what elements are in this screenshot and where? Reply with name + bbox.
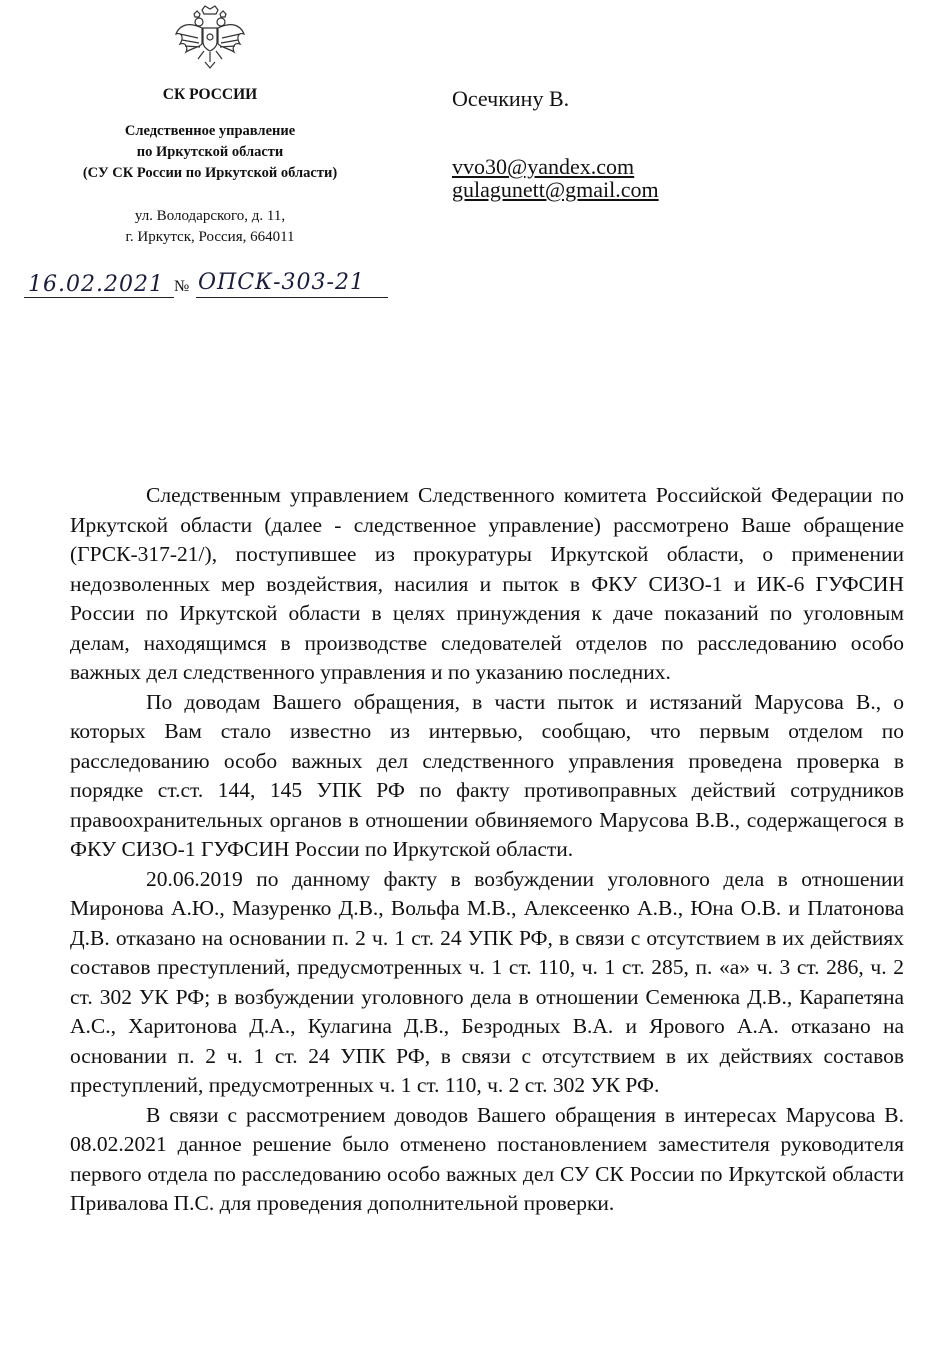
address-line: ул. Володарского, д. 11, xyxy=(134,208,286,224)
address-line: г. Иркутск, Россия, 664011 xyxy=(125,229,295,245)
body-paragraph: 20.06.2019 по данному факту в возбуждении уголовного дела в отношении Миронова А.Ю., Мазуренко Д.В., Вольфа М.В., Алексеенко А.В., Юна О.В. и Платонова Д.В. отказано на основании п. 2 ч. 1 ст. 24 УПК РФ, в связи с отсутствием в их действиях составов преступлений, предусмотренных ч. 1 ст. 110, ч. 1 ст. 285, п. «а» ч. 3 ст. 286, ч. 2 ст. 302 УК РФ; в возбуждении уголовного дела в отношении Семенюка Д.В., Карапетяна А.С., Харитонова Д.А., Кулагина Д.В., Безродных В.А. и Ярового А.А. отказано на основании п. 2 ч. 1 ст. 24 УПК РФ, в связи с отсутствием в их действиях составов преступлений, предусмотренных ч. 1 ст. 110, ч. 2 ст. 302 УК РФ. xyxy=(70,866,904,1097)
letter-body xyxy=(70,481,904,1219)
department-line: Следственное управление xyxy=(124,123,296,139)
department-line: по Иркутской области xyxy=(136,144,284,160)
department-name xyxy=(40,121,380,184)
department-line: (СУ СК России по Иркутской области) xyxy=(82,165,338,181)
addressee-email: vvo30@yandex.com xyxy=(452,154,635,179)
body-paragraph: Следственным управлением Следственного комитета Российской Федерации по Иркутской области (далее - следственное управление) рассмотрено Ваше обращение (ГРСК-317-21/), поступившее из прокуратуры Иркутской области, о применении недозволенных мер воздействия, насилия и пыток в ФКУ СИЗО-1 и ИК-6 ГУФСИН России по Иркутской области в целях принуждения к даче показаний по уголовным делам, находящимся в производстве следователей отделов по расследованию особо важных дел следственного управления и по указанию последних. xyxy=(70,483,904,684)
organization-name: СК РОССИИ xyxy=(162,86,258,103)
body-paragraph: По доводам Вашего обращения, в части пыток и истязаний Марусова В., о которых Вам стало известно из интервью, сообщаю, что первым отделом по расследованию особо важных дел следственного управления проведена проверка в порядке ст.ст. 144, 145 УПК РФ по факту противоправных действий сотрудников правоохранительных органов в отношении обвиняемого Марусова В.В., содержащегося в ФКУ СИЗО-1 ГУФСИН России по Иркутской области. xyxy=(70,689,904,861)
sender-address xyxy=(40,206,380,248)
handwritten-date: 16.02.2021 xyxy=(24,272,174,298)
addressee-email: gulagunett@gmail.com xyxy=(452,177,659,202)
handwritten-reference-number: ОПСК-303-21 xyxy=(196,270,388,298)
number-label: № xyxy=(174,278,190,295)
body-paragraph: В связи с рассмотрением доводов Вашего обращения в интересах Марусова В. 08.02.2021 данное решение было отменено постановлением заместителя руководителя первого отдела по расследованию особо важных дел СУ СК России по Иркутской области Привалова П.С. для проведения дополнительной проверки. xyxy=(70,1102,904,1215)
coat-of-arms-icon xyxy=(172,4,248,70)
addressee-name: Осечкину В. xyxy=(452,86,570,111)
